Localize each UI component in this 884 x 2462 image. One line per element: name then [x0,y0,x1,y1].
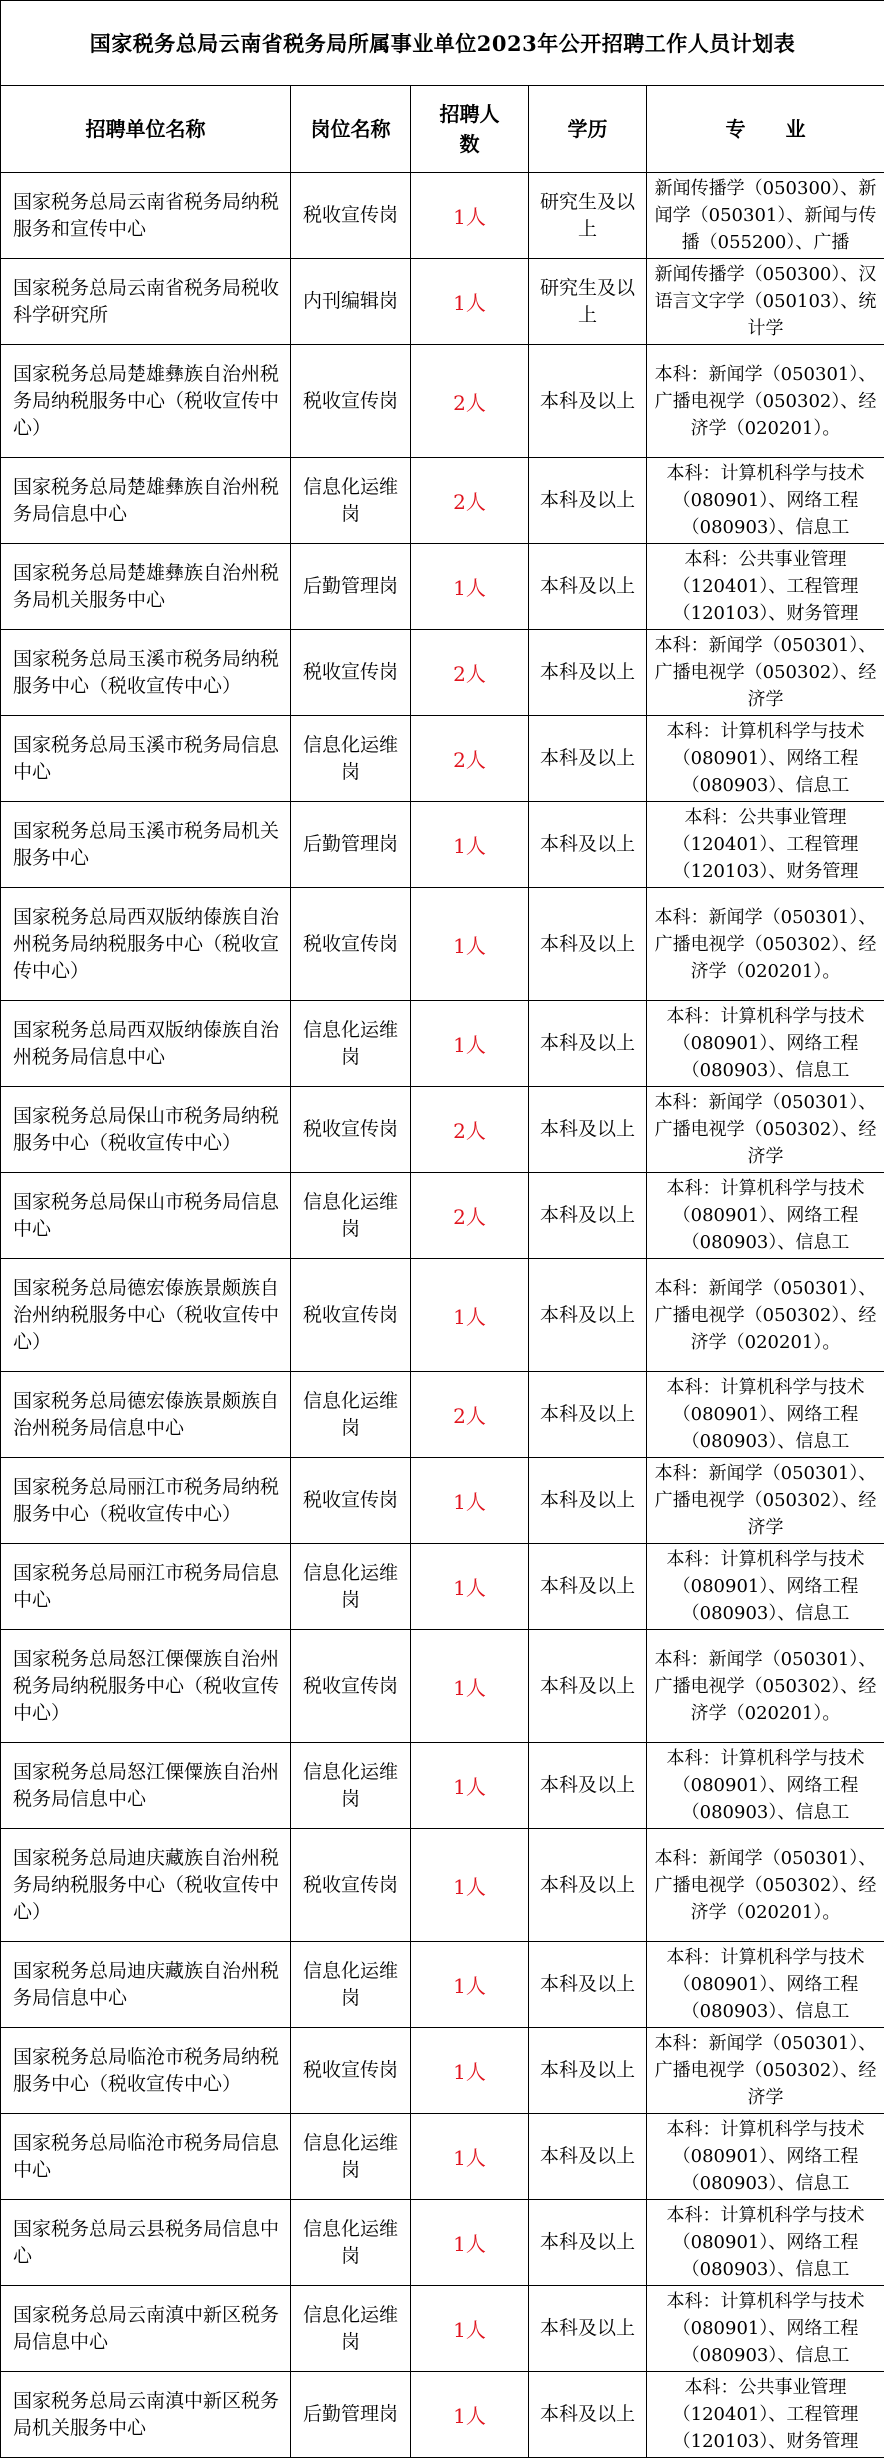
cell-major [647,2286,884,2372]
cell-count: 1人 [411,1942,529,2028]
cell-unit: 国家税务总局迪庆藏族自治州税务局纳税服务中心（税收宣传中心） [1,1829,291,1942]
cell-major [647,1829,884,1942]
major-text: 本科：公共事业管理（120401）、工程管理（120103）、财务管理 [672,549,859,624]
cell-post: 税收宣传岗 [291,630,411,716]
table-row [1,1942,884,2028]
cell-count: 1人 [411,2114,529,2200]
cell-post: 税收宣传岗 [291,888,411,1001]
table-row [1,2372,884,2458]
cell-count: 2人 [411,1087,529,1173]
cell-unit: 国家税务总局楚雄彝族自治州税务局机关服务中心 [1,544,291,630]
cell-post: 信息化运维岗 [291,458,411,544]
cell-edu: 本科及以上 [529,544,647,630]
major-text: 本科：新闻学（050301）、广播电视学（050302）、经济学（020201）。 [654,363,877,439]
cell-unit: 国家税务总局迪庆藏族自治州税务局信息中心 [1,1942,291,2028]
cell-post: 信息化运维岗 [291,716,411,802]
table-row [1,716,884,802]
cell-edu: 本科及以上 [529,2114,647,2200]
cell-major [647,173,884,259]
cell-major [647,716,884,802]
cell-unit: 国家税务总局德宏傣族景颇族自治州纳税服务中心（税收宣传中心） [1,1259,291,1372]
cell-major [647,2028,884,2114]
cell-edu: 本科及以上 [529,1087,647,1173]
cell-count: 1人 [411,802,529,888]
cell-major [647,802,884,888]
table-row [1,630,884,716]
major-text: 本科：计算机科学与技术（080901）、网络工程（080903）、信息工 [666,463,865,538]
table-row [1,1458,884,1544]
cell-edu: 本科及以上 [529,1829,647,1942]
cell-unit: 国家税务总局西双版纳傣族自治州税务局纳税服务中心（税收宣传中心） [1,888,291,1001]
cell-major [647,458,884,544]
major-text: 本科：计算机科学与技术（080901）、网络工程（080903）、信息工 [666,2205,865,2280]
cell-count: 1人 [411,1259,529,1372]
cell-count: 1人 [411,544,529,630]
cell-major [647,888,884,1001]
cell-count: 1人 [411,1544,529,1630]
cell-edu: 本科及以上 [529,630,647,716]
table-row [1,2028,884,2114]
cell-edu: 本科及以上 [529,2200,647,2286]
cell-count: 1人 [411,888,529,1001]
header-unit: 招聘单位名称 [1,86,291,173]
cell-post: 信息化运维岗 [291,2200,411,2286]
cell-unit: 国家税务总局丽江市税务局纳税服务中心（税收宣传中心） [1,1458,291,1544]
cell-post: 信息化运维岗 [291,1173,411,1259]
cell-unit: 国家税务总局云南省税务局税收科学研究所 [1,259,291,345]
cell-edu: 本科及以上 [529,1372,647,1458]
cell-major [647,1173,884,1259]
cell-edu: 本科及以上 [529,458,647,544]
cell-major [647,544,884,630]
cell-unit: 国家税务总局玉溪市税务局纳税服务中心（税收宣传中心） [1,630,291,716]
cell-count: 1人 [411,1458,529,1544]
table-row [1,1544,884,1630]
major-text: 新闻传播学（050300）、汉语言文字学（050103）、统计学 [654,264,877,339]
table-title: 国家税务总局云南省税务局所属事业单位2023年公开招聘工作人员计划表 [1,1,884,86]
cell-count: 1人 [411,173,529,259]
cell-count: 2人 [411,630,529,716]
cell-edu: 研究生及以上 [529,173,647,259]
table-row [1,2114,884,2200]
cell-major [647,1259,884,1372]
cell-post: 后勤管理岗 [291,802,411,888]
cell-major [647,345,884,458]
major-text: 本科：新闻学（050301）、广播电视学（050302）、经济学（020201）。 [654,1277,877,1353]
cell-edu: 本科及以上 [529,1942,647,2028]
cell-unit: 国家税务总局玉溪市税务局机关服务中心 [1,802,291,888]
major-text: 本科：新闻学（050301）、广播电视学（050302）、经济学 [654,1463,877,1538]
cell-count: 1人 [411,1829,529,1942]
cell-edu: 本科及以上 [529,1259,647,1372]
cell-count: 1人 [411,1743,529,1829]
cell-post: 后勤管理岗 [291,544,411,630]
cell-edu: 研究生及以上 [529,259,647,345]
cell-unit: 国家税务总局保山市税务局信息中心 [1,1173,291,1259]
cell-major [647,1458,884,1544]
cell-unit: 国家税务总局临沧市税务局信息中心 [1,2114,291,2200]
cell-major [647,2372,884,2458]
cell-edu: 本科及以上 [529,1173,647,1259]
major-text: 本科：新闻学（050301）、广播电视学（050302）、经济学 [654,2033,877,2108]
cell-major [647,630,884,716]
cell-unit: 国家税务总局临沧市税务局纳税服务中心（税收宣传中心） [1,2028,291,2114]
cell-count: 1人 [411,2200,529,2286]
cell-post: 税收宣传岗 [291,173,411,259]
table-row [1,1259,884,1372]
cell-post: 税收宣传岗 [291,1087,411,1173]
cell-post: 税收宣传岗 [291,1829,411,1942]
table-row [1,1173,884,1259]
cell-major [647,2114,884,2200]
major-text: 本科：计算机科学与技术（080901）、网络工程（080903）、信息工 [666,2291,865,2366]
major-text: 本科：计算机科学与技术（080901）、网络工程（080903）、信息工 [666,721,865,796]
cell-edu: 本科及以上 [529,888,647,1001]
cell-count: 2人 [411,458,529,544]
cell-unit: 国家税务总局西双版纳傣族自治州税务局信息中心 [1,1001,291,1087]
cell-post: 信息化运维岗 [291,1001,411,1087]
cell-count: 1人 [411,1630,529,1743]
cell-edu: 本科及以上 [529,802,647,888]
header-row [1,86,884,173]
major-text: 本科：新闻学（050301）、广播电视学（050302）、经济学 [654,1092,877,1167]
cell-post: 税收宣传岗 [291,1630,411,1743]
cell-unit: 国家税务总局楚雄彝族自治州税务局纳税服务中心（税收宣传中心） [1,345,291,458]
major-text: 本科：计算机科学与技术（080901）、网络工程（080903）、信息工 [666,1549,865,1624]
cell-post: 信息化运维岗 [291,1743,411,1829]
cell-major [647,1544,884,1630]
table-row [1,2200,884,2286]
cell-post: 信息化运维岗 [291,1372,411,1458]
cell-unit: 国家税务总局德宏傣族景颇族自治州税务局信息中心 [1,1372,291,1458]
cell-post: 信息化运维岗 [291,1544,411,1630]
cell-major [647,1942,884,2028]
table-row [1,1372,884,1458]
major-text: 本科：公共事业管理（120401）、工程管理（120103）、财务管理 [672,2377,859,2452]
header-count: 招聘人数 [411,86,529,173]
cell-post: 后勤管理岗 [291,2372,411,2458]
header-post: 岗位名称 [291,86,411,173]
cell-edu: 本科及以上 [529,1743,647,1829]
cell-count: 1人 [411,259,529,345]
major-text: 本科：公共事业管理（120401）、工程管理（120103）、财务管理 [672,807,859,882]
major-text: 本科：新闻学（050301）、广播电视学（050302）、经济学 [654,635,877,710]
cell-count: 2人 [411,1173,529,1259]
cell-unit: 国家税务总局楚雄彝族自治州税务局信息中心 [1,458,291,544]
cell-unit: 国家税务总局云南省税务局纳税服务和宣传中心 [1,173,291,259]
cell-major [647,1001,884,1087]
cell-major [647,1743,884,1829]
cell-count: 2人 [411,1372,529,1458]
cell-edu: 本科及以上 [529,2028,647,2114]
cell-major [647,1372,884,1458]
cell-edu: 本科及以上 [529,2372,647,2458]
major-text: 本科：计算机科学与技术（080901）、网络工程（080903）、信息工 [666,1178,865,1253]
major-text: 本科：新闻学（050301）、广播电视学（050302）、经济学（020201）。 [654,1648,877,1724]
table-row [1,888,884,1001]
cell-unit: 国家税务总局丽江市税务局信息中心 [1,1544,291,1630]
cell-post: 税收宣传岗 [291,1259,411,1372]
major-text: 本科：计算机科学与技术（080901）、网络工程（080903）、信息工 [666,1748,865,1823]
cell-major [647,1630,884,1743]
cell-post: 信息化运维岗 [291,2114,411,2200]
cell-edu: 本科及以上 [529,1544,647,1630]
cell-count: 2人 [411,716,529,802]
cell-post: 税收宣传岗 [291,2028,411,2114]
cell-unit: 国家税务总局云南滇中新区税务局机关服务中心 [1,2372,291,2458]
table-row [1,1087,884,1173]
table-row [1,1743,884,1829]
cell-count: 2人 [411,345,529,458]
cell-edu: 本科及以上 [529,2286,647,2372]
table-row [1,2286,884,2372]
table-row [1,1829,884,1942]
major-text: 新闻传播学（050300）、新闻学（050301）、新闻与传播（055200）、广播 [654,178,877,253]
table-row [1,458,884,544]
major-text: 本科：计算机科学与技术（080901）、网络工程（080903）、信息工 [666,1947,865,2022]
table-row [1,544,884,630]
cell-edu: 本科及以上 [529,716,647,802]
cell-unit: 国家税务总局保山市税务局纳税服务中心（税收宣传中心） [1,1087,291,1173]
cell-post: 税收宣传岗 [291,1458,411,1544]
table-row [1,1001,884,1087]
cell-major [647,1087,884,1173]
major-text: 本科：新闻学（050301）、广播电视学（050302）、经济学（020201）。 [654,1847,877,1923]
cell-count: 1人 [411,2372,529,2458]
cell-major [647,2200,884,2286]
table-row [1,1630,884,1743]
cell-count: 1人 [411,2028,529,2114]
title-row [1,1,884,86]
cell-count: 1人 [411,1001,529,1087]
cell-count: 1人 [411,2286,529,2372]
major-text: 本科：新闻学（050301）、广播电视学（050302）、经济学（020201）。 [654,906,877,982]
cell-unit: 国家税务总局云县税务局信息中心 [1,2200,291,2286]
table-row [1,345,884,458]
cell-post: 信息化运维岗 [291,2286,411,2372]
cell-post: 内刊编辑岗 [291,259,411,345]
cell-edu: 本科及以上 [529,345,647,458]
cell-edu: 本科及以上 [529,1458,647,1544]
cell-edu: 本科及以上 [529,1001,647,1087]
table-row [1,259,884,345]
major-text: 本科：计算机科学与技术（080901）、网络工程（080903）、信息工 [666,1377,865,1452]
major-text: 本科：计算机科学与技术（080901）、网络工程（080903）、信息工 [666,2119,865,2194]
cell-post: 信息化运维岗 [291,1942,411,2028]
header-major: 专 业 [647,86,884,173]
cell-unit: 国家税务总局怒江傈僳族自治州税务局纳税服务中心（税收宣传中心） [1,1630,291,1743]
table-row [1,173,884,259]
major-text: 本科：计算机科学与技术（080901）、网络工程（080903）、信息工 [666,1006,865,1081]
cell-unit: 国家税务总局玉溪市税务局信息中心 [1,716,291,802]
header-edu: 学历 [529,86,647,173]
cell-unit: 国家税务总局怒江傈僳族自治州税务局信息中心 [1,1743,291,1829]
cell-unit: 国家税务总局云南滇中新区税务局信息中心 [1,2286,291,2372]
cell-major [647,259,884,345]
table-row [1,802,884,888]
cell-post: 税收宣传岗 [291,345,411,458]
cell-edu: 本科及以上 [529,1630,647,1743]
